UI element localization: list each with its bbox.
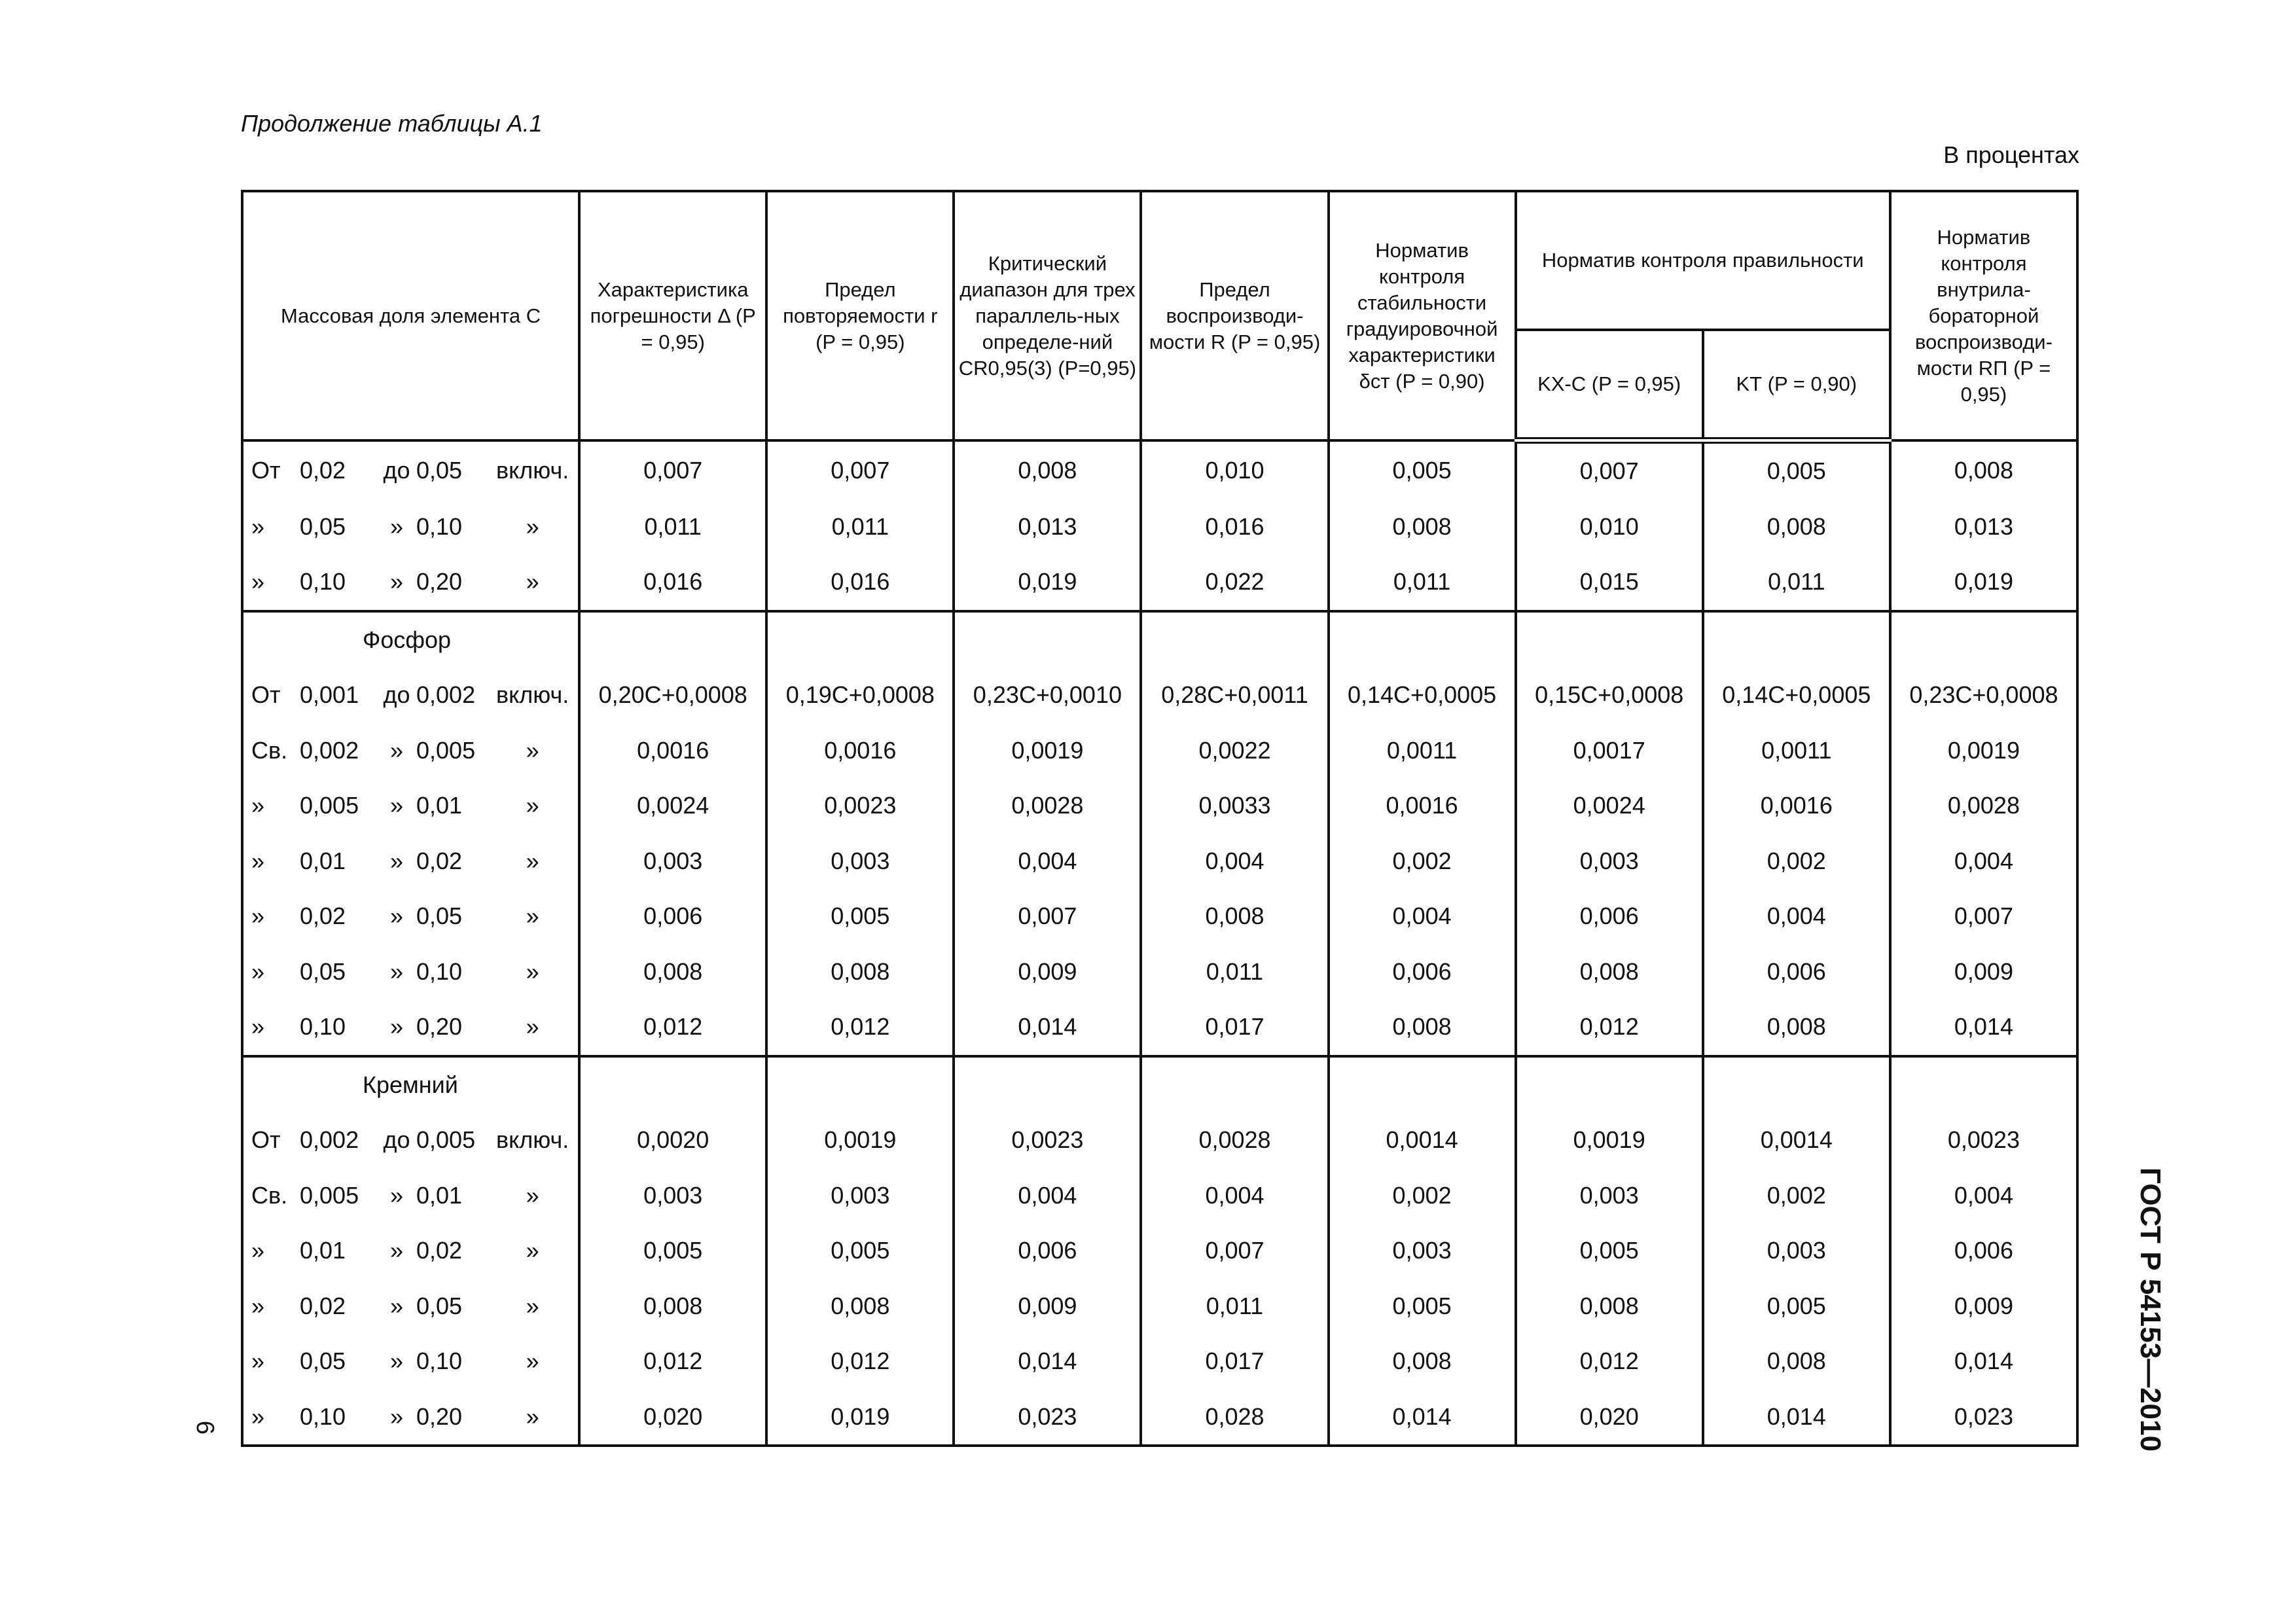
table-row (242, 723, 2077, 779)
range-lo: 0,10 (300, 1013, 346, 1041)
range-hi: 0,02 (416, 1237, 463, 1264)
value-cell: 0,15C+0,0008 (1516, 668, 1703, 723)
element-heading-row (242, 1056, 2077, 1113)
range-suf: » (526, 736, 539, 764)
table-row (242, 1279, 2077, 1334)
range-mid: » (389, 512, 404, 540)
range-cell (242, 1389, 579, 1446)
range-mid: » (389, 902, 404, 930)
range-pre: От (251, 456, 281, 484)
value-cell: 0,014 (1890, 1334, 2077, 1389)
value-cell: 0,017 (1141, 999, 1328, 1056)
value-cell: 0,006 (1703, 944, 1890, 1000)
range-lo: 0,10 (300, 1402, 346, 1430)
range-lo: 0,01 (300, 1237, 346, 1264)
range-lo: 0,001 (300, 681, 359, 709)
range-hi: 0,05 (416, 1292, 463, 1319)
empty-cell (1329, 1056, 1516, 1113)
value-cell: 0,020 (579, 1389, 766, 1446)
value-cell: 0,008 (1141, 889, 1328, 944)
value-cell: 0,011 (1141, 1279, 1328, 1334)
value-cell: 0,003 (1516, 834, 1703, 889)
value-cell: 0,009 (1890, 944, 2077, 1000)
value-cell: 0,012 (1516, 1334, 1703, 1389)
range-pre: » (251, 902, 265, 930)
range-mid: » (389, 792, 404, 819)
range-cell (242, 944, 579, 1000)
range-mid: до (383, 681, 410, 709)
range-suf: включ. (495, 456, 569, 484)
table-row (242, 1113, 2077, 1168)
value-cell: 0,14C+0,0005 (1703, 668, 1890, 723)
value-cell: 0,0019 (1516, 1113, 1703, 1168)
range-lo: 0,002 (300, 736, 359, 764)
value-cell: 0,016 (766, 554, 954, 611)
value-cell: 0,007 (954, 889, 1141, 944)
value-cell: 0,005 (766, 889, 954, 944)
range-pre: Св. (251, 1181, 288, 1209)
value-cell: 0,0014 (1329, 1113, 1516, 1168)
range-suf: » (526, 1347, 539, 1375)
range-cell (242, 889, 579, 944)
value-cell: 0,003 (579, 1168, 766, 1224)
value-cell: 0,20C+0,0008 (579, 668, 766, 723)
value-cell: 0,004 (1890, 834, 2077, 889)
value-cell: 0,012 (579, 1334, 766, 1389)
value-cell: 0,008 (1516, 944, 1703, 1000)
table-row (242, 889, 2077, 944)
value-cell: 0,006 (579, 889, 766, 944)
value-cell: 0,022 (1141, 554, 1328, 611)
data-table (241, 190, 2079, 1447)
value-cell: 0,008 (1329, 999, 1516, 1056)
range-mid: » (389, 1402, 404, 1430)
range-cell (242, 1279, 579, 1334)
value-cell: 0,023 (1890, 1389, 2077, 1446)
value-cell: 0,008 (1890, 440, 2077, 499)
value-cell: 0,005 (1516, 1223, 1703, 1279)
value-cell: 0,0020 (579, 1113, 766, 1168)
range-pre: » (251, 568, 265, 596)
range-suf: » (526, 1181, 539, 1209)
empty-cell (1516, 1056, 1703, 1113)
value-cell: 0,009 (1890, 1279, 2077, 1334)
element-cell (242, 611, 579, 668)
header-repeatability-limit: Предел повторяемости r (P = 0,95) (766, 191, 954, 440)
range-cell (242, 834, 579, 889)
value-cell: 0,005 (1703, 440, 1890, 499)
value-cell: 0,002 (1703, 834, 1890, 889)
table-row (242, 944, 2077, 1000)
value-cell: 0,013 (954, 499, 1141, 555)
value-cell: 0,003 (1329, 1223, 1516, 1279)
range-lo: 0,005 (300, 1181, 359, 1209)
value-cell: 0,0016 (1329, 778, 1516, 834)
empty-cell (766, 1056, 954, 1113)
value-cell: 0,004 (1703, 889, 1890, 944)
range-mid: » (389, 1181, 404, 1209)
value-cell: 0,005 (1703, 1279, 1890, 1334)
value-cell: 0,0019 (1890, 723, 2077, 779)
value-cell: 0,015 (1516, 554, 1703, 611)
page-number: 6 (191, 1420, 219, 1435)
table-row (242, 778, 2077, 834)
value-cell: 0,0028 (954, 778, 1141, 834)
range-lo: 0,002 (300, 1126, 359, 1154)
table-row (242, 499, 2077, 555)
value-cell: 0,019 (954, 554, 1141, 611)
value-cell: 0,0016 (1703, 778, 1890, 834)
element-heading-row (242, 611, 2077, 668)
value-cell: 0,0016 (766, 723, 954, 779)
range-hi: 0,02 (416, 847, 463, 874)
empty-cell (954, 611, 1141, 668)
value-cell: 0,014 (954, 1334, 1141, 1389)
range-hi: 0,01 (416, 1181, 463, 1209)
element-name: Кремний (363, 1071, 458, 1098)
value-cell: 0,006 (1329, 944, 1516, 1000)
range-lo: 0,05 (300, 1347, 346, 1375)
header-reproducibility-limit: Предел воспроизводи-мости R (P = 0,95) (1141, 191, 1328, 440)
range-suf: » (526, 1292, 539, 1319)
table-row (242, 834, 2077, 889)
value-cell: 0,005 (579, 1223, 766, 1279)
range-mid: до (383, 456, 410, 484)
range-hi: 0,005 (416, 1126, 476, 1154)
value-cell: 0,010 (1516, 499, 1703, 555)
range-pre: » (251, 847, 265, 874)
value-cell: 0,0022 (1141, 723, 1328, 779)
range-pre: » (251, 1013, 265, 1041)
value-cell: 0,005 (766, 1223, 954, 1279)
value-cell: 0,013 (1890, 499, 2077, 555)
value-cell: 0,23C+0,0008 (1890, 668, 2077, 723)
table-body (242, 440, 2077, 1446)
range-suf: » (526, 1402, 539, 1430)
range-pre: » (251, 792, 265, 819)
range-pre: » (251, 957, 265, 985)
empty-cell (1890, 611, 2077, 668)
value-cell: 0,0033 (1141, 778, 1328, 834)
value-cell: 0,0028 (1890, 778, 2077, 834)
value-cell: 0,0011 (1329, 723, 1516, 779)
value-cell: 0,017 (1141, 1334, 1328, 1389)
value-cell: 0,014 (1890, 999, 2077, 1056)
empty-cell (1703, 611, 1890, 668)
header-error-characteristic: Характеристика погрешности Δ (P = 0,95) (579, 191, 766, 440)
range-mid: » (389, 1347, 404, 1375)
table-row (242, 999, 2077, 1056)
value-cell: 0,005 (1329, 1279, 1516, 1334)
range-cell (242, 499, 579, 555)
value-cell: 0,008 (766, 944, 954, 1000)
value-cell: 0,019 (1890, 554, 2077, 611)
value-cell: 0,19C+0,0008 (766, 668, 954, 723)
range-pre: » (251, 1237, 265, 1264)
value-cell: 0,016 (1141, 499, 1328, 555)
range-suf: включ. (495, 1126, 569, 1154)
value-cell: 0,020 (1516, 1389, 1703, 1446)
empty-cell (579, 611, 766, 668)
value-cell: 0,008 (1703, 499, 1890, 555)
range-hi: 0,20 (416, 568, 463, 596)
range-cell (242, 999, 579, 1056)
value-cell: 0,0017 (1516, 723, 1703, 779)
range-pre: От (251, 1126, 281, 1154)
value-cell: 0,0019 (954, 723, 1141, 779)
table-caption: Продолжение таблицы А.1 (241, 110, 543, 137)
value-cell: 0,003 (1516, 1168, 1703, 1224)
value-cell: 0,014 (1703, 1389, 1890, 1446)
range-cell (242, 668, 579, 723)
range-suf: » (526, 902, 539, 930)
header-intralab-reproducibility: Норматив контроля внутрила-бораторной воспроизводи-мости RП (P = 0,95) (1890, 191, 2077, 440)
value-cell: 0,008 (1329, 499, 1516, 555)
value-cell: 0,007 (1141, 1223, 1328, 1279)
value-cell: 0,0028 (1141, 1113, 1328, 1168)
range-suf: » (526, 957, 539, 985)
empty-cell (1141, 1056, 1328, 1113)
value-cell: 0,011 (1329, 554, 1516, 611)
value-cell: 0,0024 (1516, 778, 1703, 834)
value-cell: 0,019 (766, 1389, 954, 1446)
range-mid: » (389, 568, 404, 596)
header-critical-range: Критический диапазон для трех параллель-ных определе-ний CR0,95(3) (P=0,95) (954, 191, 1141, 440)
value-cell: 0,011 (579, 499, 766, 555)
range-hi: 0,05 (416, 902, 463, 930)
value-cell: 0,009 (954, 944, 1141, 1000)
range-lo: 0,10 (300, 568, 346, 596)
range-lo: 0,05 (300, 957, 346, 985)
value-cell: 0,007 (579, 440, 766, 499)
value-cell: 0,0024 (579, 778, 766, 834)
range-pre: От (251, 681, 281, 709)
range-pre: » (251, 1347, 265, 1375)
value-cell: 0,0023 (954, 1113, 1141, 1168)
value-cell: 0,014 (954, 999, 1141, 1056)
value-cell: 0,008 (1703, 1334, 1890, 1389)
range-suf: » (526, 568, 539, 596)
empty-cell (1890, 1056, 2077, 1113)
header-kt: KТ (P = 0,90) (1703, 330, 1890, 440)
range-hi: 0,05 (416, 456, 463, 484)
value-cell: 0,003 (1703, 1223, 1890, 1279)
range-hi: 0,10 (416, 957, 463, 985)
element-name: Фосфор (363, 626, 452, 653)
element-cell (242, 1056, 579, 1113)
range-suf: » (526, 1237, 539, 1264)
value-cell: 0,004 (1141, 834, 1328, 889)
empty-cell (1703, 1056, 1890, 1113)
empty-cell (766, 611, 954, 668)
range-hi: 0,10 (416, 1347, 463, 1375)
value-cell: 0,006 (1890, 1223, 2077, 1279)
value-cell: 0,008 (579, 944, 766, 1000)
value-cell: 0,012 (766, 999, 954, 1056)
empty-cell (954, 1056, 1141, 1113)
range-cell (242, 778, 579, 834)
range-lo: 0,02 (300, 902, 346, 930)
range-cell (242, 1113, 579, 1168)
range-mid: » (389, 1292, 404, 1319)
range-cell (242, 1334, 579, 1389)
value-cell: 0,008 (1703, 999, 1890, 1056)
range-lo: 0,05 (300, 512, 346, 540)
range-suf: » (526, 1013, 539, 1041)
table-row (242, 1334, 2077, 1389)
value-cell: 0,011 (1703, 554, 1890, 611)
range-lo: 0,005 (300, 792, 359, 819)
value-cell: 0,014 (1329, 1389, 1516, 1446)
value-cell: 0,003 (766, 1168, 954, 1224)
value-cell: 0,23C+0,0010 (954, 668, 1141, 723)
table-row (242, 1168, 2077, 1224)
range-pre: » (251, 1292, 265, 1319)
value-cell: 0,012 (766, 1334, 954, 1389)
value-cell: 0,002 (1329, 1168, 1516, 1224)
value-cell: 0,004 (954, 1168, 1141, 1224)
range-suf: » (526, 512, 539, 540)
range-lo: 0,01 (300, 847, 346, 874)
range-mid: до (383, 1126, 410, 1154)
range-hi: 0,01 (416, 792, 463, 819)
range-hi: 0,20 (416, 1402, 463, 1430)
value-cell: 0,003 (766, 834, 954, 889)
value-cell: 0,0023 (766, 778, 954, 834)
document-id-container (2130, 1167, 2170, 1452)
range-lo: 0,02 (300, 456, 346, 484)
range-cell (242, 1168, 579, 1224)
units-label: В процентах (1943, 141, 2079, 168)
range-cell (242, 440, 579, 499)
range-suf: » (526, 792, 539, 819)
empty-cell (1141, 611, 1328, 668)
empty-cell (579, 1056, 766, 1113)
range-hi: 0,005 (416, 736, 476, 764)
value-cell: 0,008 (1329, 1334, 1516, 1389)
empty-cell (1329, 611, 1516, 668)
value-cell: 0,007 (766, 440, 954, 499)
value-cell: 0,0019 (766, 1113, 954, 1168)
value-cell: 0,008 (579, 1279, 766, 1334)
range-pre: » (251, 1402, 265, 1430)
value-cell: 0,004 (954, 834, 1141, 889)
range-hi: 0,002 (416, 681, 476, 709)
value-cell: 0,005 (1329, 440, 1516, 499)
table-row (242, 440, 2077, 499)
value-cell: 0,006 (1516, 889, 1703, 944)
value-cell: 0,28C+0,0011 (1141, 668, 1328, 723)
value-cell: 0,006 (954, 1223, 1141, 1279)
value-cell: 0,008 (766, 1279, 954, 1334)
value-cell: 0,009 (954, 1279, 1141, 1334)
range-suf: включ. (495, 681, 569, 709)
range-suf: » (526, 847, 539, 874)
range-hi: 0,20 (416, 1013, 463, 1041)
value-cell: 0,002 (1703, 1168, 1890, 1224)
value-cell: 0,012 (579, 999, 766, 1056)
value-cell: 0,0011 (1703, 723, 1890, 779)
range-cell (242, 723, 579, 779)
value-cell: 0,010 (1141, 440, 1328, 499)
range-cell (242, 554, 579, 611)
range-cell (242, 1223, 579, 1279)
table-row (242, 1223, 2077, 1279)
header-calibration-stability: Норматив контроля стабильности градуировочной характеристики δст (P = 0,90) (1329, 191, 1516, 440)
value-cell: 0,008 (954, 440, 1141, 499)
value-cell: 0,14C+0,0005 (1329, 668, 1516, 723)
range-mid: » (389, 847, 404, 874)
value-cell: 0,007 (1516, 440, 1703, 499)
range-mid: » (389, 957, 404, 985)
header-kxc: KХ-С (P = 0,95) (1516, 330, 1703, 440)
value-cell: 0,0016 (579, 723, 766, 779)
range-pre: » (251, 512, 265, 540)
value-cell: 0,011 (766, 499, 954, 555)
table-row (242, 554, 2077, 611)
range-mid: » (389, 736, 404, 764)
value-cell: 0,0023 (1890, 1113, 2077, 1168)
value-cell: 0,023 (954, 1389, 1141, 1446)
table-row (242, 1389, 2077, 1446)
empty-cell (1516, 611, 1703, 668)
header-mass-fraction: Массовая доля элемента C (242, 191, 579, 440)
document-id: ГОСТ Р 54153—2010 (2134, 1167, 2166, 1452)
value-cell: 0,008 (1516, 1279, 1703, 1334)
value-cell: 0,016 (579, 554, 766, 611)
range-mid: » (389, 1013, 404, 1041)
value-cell: 0,004 (1141, 1168, 1328, 1224)
value-cell: 0,011 (1141, 944, 1328, 1000)
value-cell: 0,002 (1329, 834, 1516, 889)
range-hi: 0,10 (416, 512, 463, 540)
value-cell: 0,012 (1516, 999, 1703, 1056)
value-cell: 0,003 (579, 834, 766, 889)
header-row (242, 191, 2077, 330)
range-mid: » (389, 1237, 404, 1264)
value-cell: 0,0014 (1703, 1113, 1890, 1168)
table-row (242, 668, 2077, 723)
range-pre: Св. (251, 736, 288, 764)
value-cell: 0,007 (1890, 889, 2077, 944)
value-cell: 0,004 (1890, 1168, 2077, 1224)
value-cell: 0,004 (1329, 889, 1516, 944)
range-lo: 0,02 (300, 1292, 346, 1319)
value-cell: 0,028 (1141, 1389, 1328, 1446)
header-accuracy-control-group: Норматив контроля правильности (1516, 191, 1890, 330)
